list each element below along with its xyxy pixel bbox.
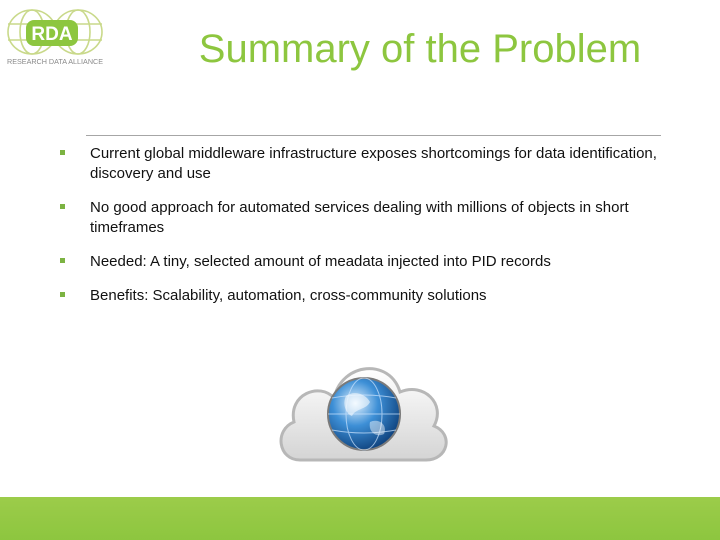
bullet-marker xyxy=(60,150,65,155)
bullet-text: Needed: A tiny, selected amount of meadata injected into PID records xyxy=(90,253,551,270)
bullet-item xyxy=(60,252,700,272)
bullet-text: Benefits: Scalability, automation, cross-community solutions xyxy=(90,287,487,304)
bullet-list xyxy=(60,144,700,320)
bullet-marker xyxy=(60,258,65,263)
slide-title: Summary of the Problem xyxy=(198,27,642,71)
rda-logo-mark: RDA xyxy=(31,24,73,45)
cloud-globe-icon xyxy=(272,348,452,468)
bullet-item xyxy=(60,144,700,184)
bullet-marker xyxy=(60,204,65,209)
bullet-marker xyxy=(60,292,65,297)
bullet-item xyxy=(60,198,700,238)
bullet-item xyxy=(60,286,700,306)
bullet-text: Current global middleware infrastructure exposes shortcomings for data identification, discovery and use xyxy=(90,145,657,182)
footer-bar xyxy=(0,497,720,540)
bullet-text: No good approach for automated services dealing with millions of objects in short timeframes xyxy=(90,199,629,236)
globe-icon xyxy=(328,378,400,450)
rda-logo-subtitle: RESEARCH DATA ALLIANCE xyxy=(7,57,103,66)
title-divider xyxy=(86,135,661,136)
rda-logo xyxy=(6,6,106,68)
